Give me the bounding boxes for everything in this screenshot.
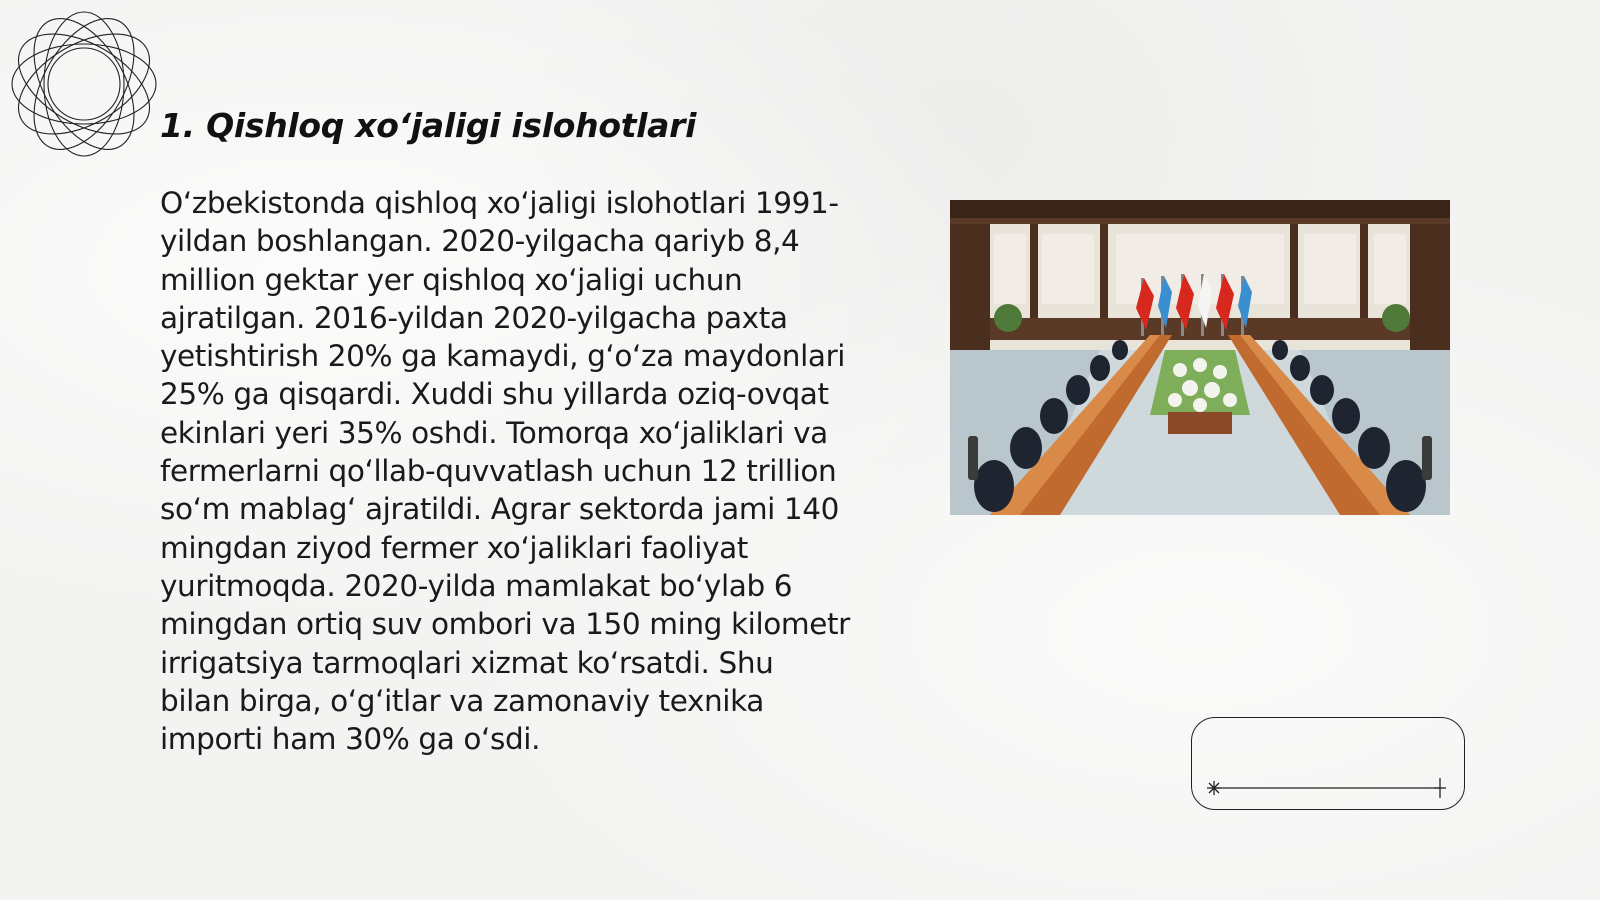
slide-body-text: Oʻzbekistonda qishloq xoʻjaligi islohotlari 1991-yildan boshlangan. 2020-yilgacha qariyb 8,4 million gektar yer qishloq xoʻjaligi uchun ajratilgan. 2016-yildan 2020-yilgacha paxta yetishtirish 20% ga kamaydi, gʻoʻza maydonlari 25% ga qisqardi. Xuddi shu yillarda oziq-ovqat ekinlari yeri 35% oshdi. Tomorqa xoʻjaliklari va fermerlarni qoʻllab-quvvatlash uchun 12 trillion soʻm mablagʻ ajratildi. Agrar sektorda jami 140 mingdan ziyod fermer xoʻjaliklari faoliyat yuritmoqda. 2020-yilda mamlakat boʻylab 6 mingdan ortiq suv ombori va 150 ming kilometr irrigatsiya tarmoqlari xizmat koʻrsatdi. Shu bilan birga, oʻgʻitlar va zamonaviy texnika importi ham 30% ga oʻsdi. bbox=[160, 186, 850, 757]
slide-title: 1. Qishloq xoʻjaligi islohotlari bbox=[160, 106, 697, 145]
sparkle-line-icon bbox=[1192, 718, 1466, 811]
circle-ornament-icon bbox=[10, 10, 158, 158]
meeting-photo bbox=[950, 200, 1450, 515]
decorative-pill-frame bbox=[1191, 717, 1465, 810]
